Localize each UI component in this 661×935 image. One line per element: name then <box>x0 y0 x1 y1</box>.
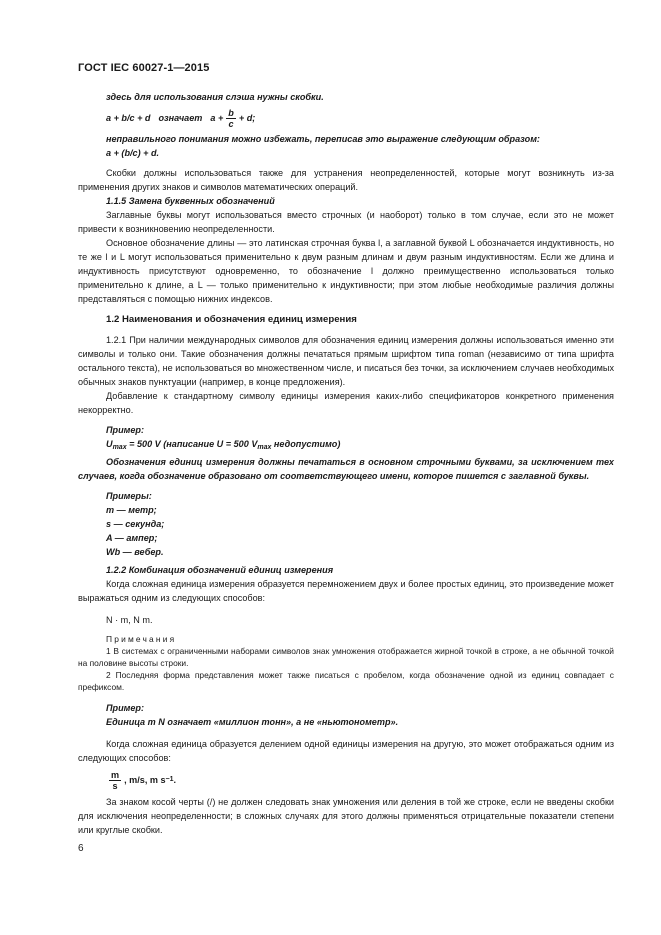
formula-end: . <box>173 775 177 785</box>
paragraph: Основное обозначение длины — это латинская строчная буква l, а заглавной буквой L обозначается индуктивность, но те же l и L могут использоваться применительно к двум разным длинам и двум разным индуктивностям. Если же длина и индуктивность присутствуют одновременно, то обозначение l должно преимущественно использоваться только применительно к длине, а L — только применительно к индуктивности; при этом любые необходимые различия должны представляться с помощью нижних индексов. <box>78 238 614 304</box>
paragraph: Скобки должны использоваться также для устранения неопределенностей, которые могут возникнуть из-за применения других знаков и символов математических операций. <box>78 168 614 192</box>
example-text: Единица m N означает «миллион тонн», а не «ньютонометр». <box>106 717 399 727</box>
formula-fraction <box>226 108 236 129</box>
note: 2 Последняя форма представления может также писаться с пробелом, когда обозначение одной из единиц совпадает с префиксом. <box>78 670 614 692</box>
example-middle: = 500 V (написание U = 500 V <box>126 439 258 449</box>
section-heading: 1.2 Наименования и обозначения единиц измерения <box>106 314 357 325</box>
paragraph: 1.2.1 При наличии международных символов для обозначения единиц измерения должны использоваться именно эти символы и только они. Такие обозначения должны печататься прямым шрифтом типа roman (независимо от типа шрифта остального текста), не использоваться во множественном числе, и писаться без точки, за исключением случаев необходимых обычных знаков пунктуации (например, в конце предложения). <box>78 335 614 387</box>
list-item: A — ампер; <box>106 533 158 543</box>
formula-a: a + <box>210 113 224 123</box>
fraction-numerator: m <box>111 769 120 780</box>
example-subscript: max <box>257 444 272 451</box>
paragraph: здесь для использования слэша нужны скобки. <box>106 92 324 102</box>
example-label: Примеры: <box>106 491 152 501</box>
note: 1 В системах с ограниченными наборами символов знак умножения отображается жирной точкой в строке, а не обычной точкой на половине высоты строки. <box>78 646 614 668</box>
document-header: ГОСТ IEC 60027-1—2015 <box>78 62 210 74</box>
formula-product: N · m, N m. <box>106 615 153 625</box>
example-label: Пример: <box>106 425 145 435</box>
formula-fraction <box>109 770 121 791</box>
paragraph: неправильного понимания можно избежать, переписав это выражение следующим образом: <box>106 134 540 144</box>
formula-superscript: −1 <box>165 776 174 783</box>
paragraph: Когда сложная единица измерения образуется перемножением двух и более простых единиц, это произведение может выражаться одним из следующих способов: <box>78 579 614 603</box>
formula-slash <box>78 104 614 132</box>
section-heading: 1.2.2 Комбинация обозначений единиц измерения <box>106 565 334 575</box>
list-item: s — секунда; <box>106 519 165 529</box>
example-label: Пример: <box>106 703 145 713</box>
list-item: m — метр; <box>106 505 157 515</box>
formula-rest: , m/s, m s <box>124 775 166 785</box>
paragraph: Добавление к стандартному символу единицы измерения каких-либо спецификаторов конкретного применения некорректно. <box>78 391 614 415</box>
formula-means: означает <box>158 113 203 123</box>
fraction-denominator: c <box>228 118 234 129</box>
example-subscript: max <box>112 444 127 451</box>
paragraph: a + (b/c) + d. <box>106 148 160 158</box>
example-end: недопустимо) <box>271 439 341 449</box>
formula-left: a + b/c + d <box>106 113 151 123</box>
notes-label: Примечания <box>106 634 177 644</box>
document-body <box>78 90 614 837</box>
section-heading: 1.1.5 Замена буквенных обозначений <box>106 196 275 206</box>
page-number: 6 <box>78 843 84 854</box>
fraction-denominator: s <box>112 780 118 791</box>
example-text <box>78 437 614 455</box>
paragraph: За знаком косой черты (/) не должен следовать знак умножения или деления в той же строке, если не введены скобки для исключения неопределенности; в сложных случаях для этого должны применяться отрицательные показатели степени или круглые скобки. <box>78 797 614 835</box>
formula-rest: + d; <box>238 113 256 123</box>
paragraph: Заглавные буквы могут использоваться вместо строчных (и наоборот) только в том случае, если это не может привести к возникновению неопределенности. <box>78 210 614 234</box>
example-symbol: U <box>106 439 113 449</box>
formula-quotient <box>78 765 614 795</box>
fraction-numerator: b <box>228 107 234 118</box>
paragraph: Когда сложная единица образуется делением одной единицы измерения на другую, это может отображаться одним из следующих способов: <box>78 739 614 763</box>
paragraph: Обозначения единиц измерения должны печататься в основном строчными буквами, за исключением тех случаев, когда обозначение образовано от соответствующего имени, которое пишется с заглавной буквы. <box>78 457 614 481</box>
list-item: Wb — вебер. <box>106 547 164 557</box>
